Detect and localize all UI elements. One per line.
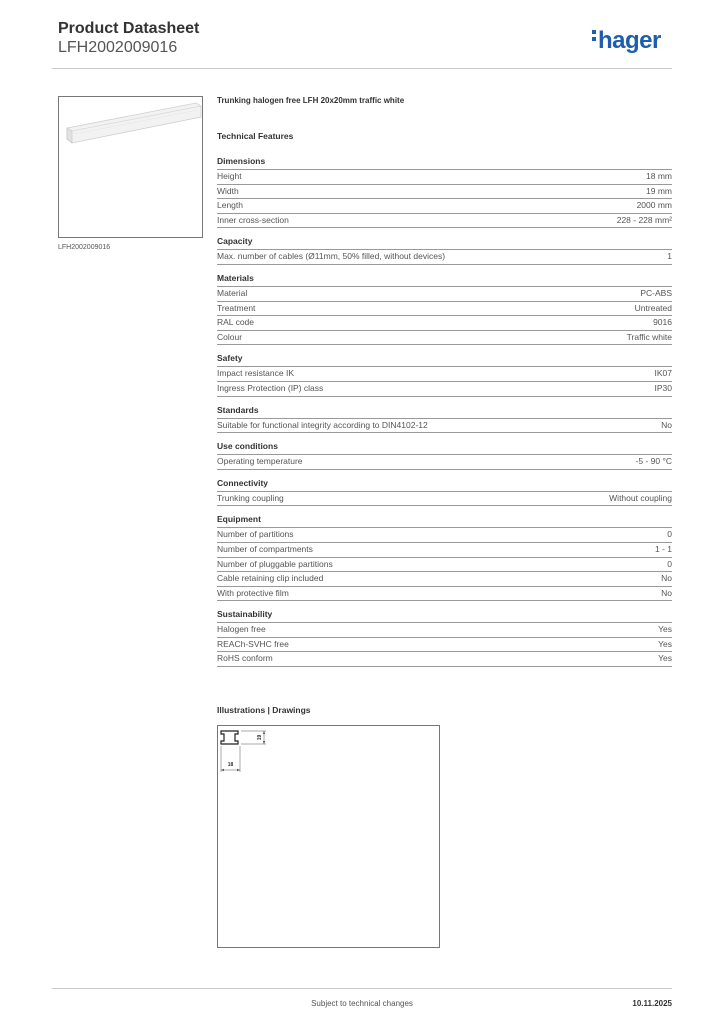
feature-label: Width <box>217 185 239 196</box>
main-content <box>217 96 672 675</box>
section-title: Standards <box>217 405 672 419</box>
product-image <box>58 96 203 238</box>
feature-section <box>217 156 672 228</box>
feature-label: Length <box>217 200 243 211</box>
feature-value: IP30 <box>654 382 672 393</box>
feature-value: 19 mm <box>646 185 672 196</box>
feature-row <box>217 170 672 185</box>
feature-row <box>217 185 672 200</box>
drawing-frame <box>217 725 440 948</box>
feature-label: Height <box>217 171 242 181</box>
feature-row <box>217 199 672 214</box>
feature-value: Without coupling <box>609 492 672 503</box>
feature-value: No <box>661 587 672 598</box>
feature-label: Number of partitions <box>217 529 294 540</box>
feature-label: Ingress Protection (IP) class <box>217 382 324 393</box>
feature-row <box>217 652 672 667</box>
feature-section <box>217 236 672 265</box>
section-title: Materials <box>217 273 672 287</box>
feature-row <box>217 287 672 302</box>
page-title: Product Datasheet <box>58 20 200 37</box>
feature-section <box>217 273 672 345</box>
feature-section <box>217 478 672 507</box>
section-title: Equipment <box>217 514 672 528</box>
feature-section <box>217 441 672 470</box>
feature-value: 228 - 228 mm² <box>616 214 672 225</box>
feature-row <box>217 638 672 653</box>
header-divider <box>52 68 672 69</box>
feature-row <box>217 543 672 558</box>
feature-row <box>217 367 672 382</box>
feature-value: 0 <box>667 558 672 569</box>
feature-value: 1 - 1 <box>654 543 672 554</box>
trunking-image-icon <box>59 97 204 239</box>
feature-label: Trunking coupling <box>217 492 284 503</box>
illustrations-title: Illustrations | Drawings <box>217 705 311 715</box>
feature-row <box>217 492 672 507</box>
feature-label: Treatment <box>217 302 256 313</box>
feature-row <box>217 250 672 265</box>
width-dimension-label: 18 <box>227 762 234 768</box>
section-title: Connectivity <box>217 478 672 492</box>
feature-value: Yes <box>658 653 672 664</box>
footer-note: Subject to technical changes <box>311 999 413 1008</box>
feature-value: 18 mm <box>646 171 672 181</box>
footer-date: 10.11.2025 <box>632 999 672 1008</box>
feature-label: With protective film <box>217 587 289 598</box>
feature-row <box>217 455 672 470</box>
feature-label: Number of compartments <box>217 543 313 554</box>
logo-text: hager <box>598 27 661 54</box>
feature-row <box>217 214 672 229</box>
feature-label: RAL code <box>217 317 255 328</box>
feature-row <box>217 558 672 573</box>
height-dimension-label: 19 <box>257 734 263 741</box>
feature-label: Operating temperature <box>217 456 303 467</box>
hager-logo <box>592 27 661 55</box>
feature-row <box>217 316 672 331</box>
feature-value: No <box>661 573 672 584</box>
feature-section <box>217 405 672 434</box>
feature-label: Colour <box>217 331 243 342</box>
feature-label: Halogen free <box>217 624 266 635</box>
feature-label: Impact resistance IK <box>217 368 295 379</box>
feature-value: Yes <box>658 638 672 649</box>
feature-row <box>217 302 672 317</box>
feature-section <box>217 353 672 396</box>
feature-row <box>217 528 672 543</box>
product-code: LFH2002009016 <box>58 39 178 56</box>
image-caption: LFH2002009016 <box>58 244 111 251</box>
feature-label: RoHS conform <box>217 653 273 664</box>
feature-label: Number of pluggable partitions <box>217 558 333 569</box>
feature-row <box>217 419 672 434</box>
section-title: Safety <box>217 353 672 367</box>
feature-row <box>217 572 672 587</box>
feature-label: Material <box>217 287 248 298</box>
feature-value: 9016 <box>653 317 672 328</box>
feature-row <box>217 382 672 397</box>
feature-row <box>217 331 672 346</box>
footer-divider <box>52 988 672 989</box>
feature-value: Untreated <box>634 302 672 313</box>
feature-value: 1 <box>667 251 672 262</box>
feature-value: -5 - 90 °C <box>635 456 672 467</box>
section-title: Sustainability <box>217 609 672 623</box>
feature-value: Yes <box>658 624 672 635</box>
feature-section <box>217 609 672 667</box>
trunking-cross-section-drawing <box>218 726 441 949</box>
logo-dots-icon <box>592 30 596 44</box>
feature-label: Suitable for functional integrity according to DIN4102-12 <box>217 419 428 430</box>
feature-value: IK07 <box>654 368 672 379</box>
feature-value: 0 <box>667 529 672 540</box>
feature-section <box>217 514 672 601</box>
feature-row <box>217 587 672 602</box>
feature-value: 2000 mm <box>636 200 672 211</box>
feature-value: No <box>661 419 672 430</box>
technical-features-heading: Technical Features <box>217 131 294 141</box>
features-sections <box>217 156 672 667</box>
feature-label: Inner cross-section <box>217 214 289 225</box>
feature-label: Cable retaining clip included <box>217 573 324 584</box>
section-title: Dimensions <box>217 156 672 170</box>
feature-row <box>217 623 672 638</box>
section-title: Use conditions <box>217 441 672 455</box>
feature-value: PC-ABS <box>640 287 672 298</box>
feature-label: REACh-SVHC free <box>217 638 289 649</box>
section-title: Capacity <box>217 236 672 250</box>
product-title: Trunking halogen free LFH 20x20mm traffic white <box>217 96 405 105</box>
feature-label: Max. number of cables (Ø11mm, 50% filled, without devices) <box>217 251 446 262</box>
feature-value: Traffic white <box>626 331 672 342</box>
